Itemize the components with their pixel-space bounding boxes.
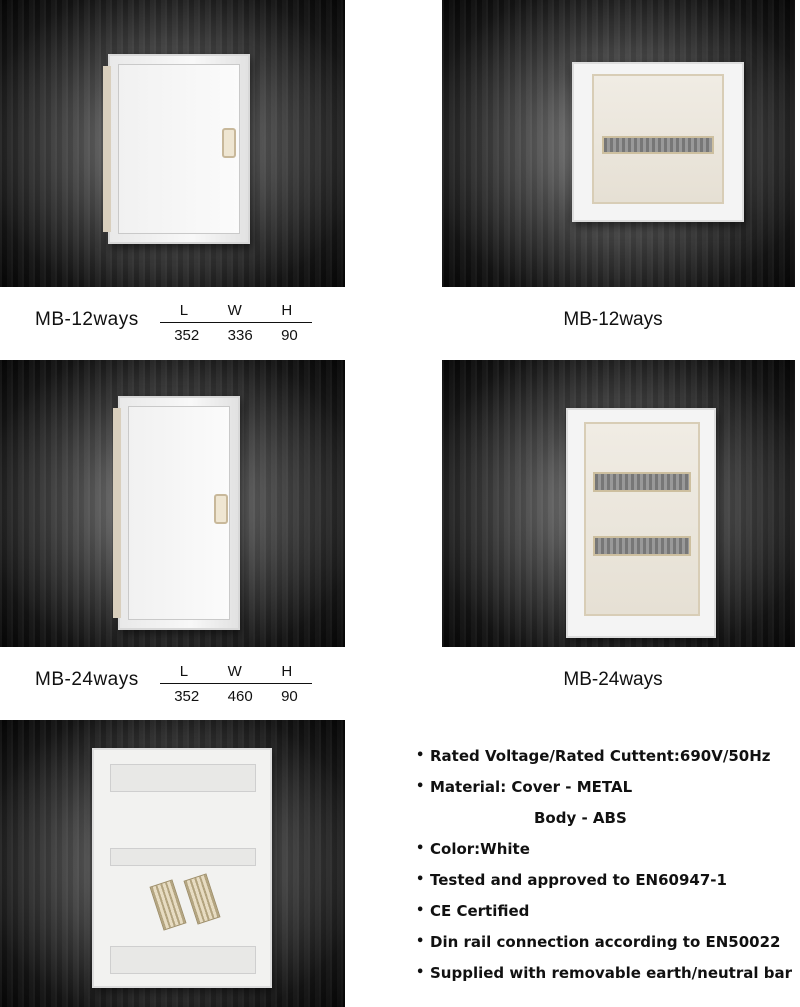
photo-cabinet-interior — [0, 720, 345, 1007]
spec-item — [416, 833, 800, 864]
open-caption: MB-24ways — [563, 669, 663, 690]
spec-item — [416, 740, 800, 771]
spec-text: Body - ABS — [534, 808, 627, 827]
door-handle-icon — [222, 128, 236, 158]
open-caption: MB-12ways — [563, 309, 663, 330]
bullet-icon: • — [416, 903, 425, 918]
spec-item — [416, 957, 800, 988]
spec-text: Din rail connection according to EN50022 — [430, 932, 781, 951]
din-rail — [602, 136, 715, 154]
dim-label-w: W — [227, 302, 242, 319]
dimension-values — [160, 688, 312, 705]
open-enclosure — [572, 62, 744, 222]
terminal-bar-icon — [149, 879, 186, 930]
top-rail-tray — [110, 764, 256, 792]
mounting-clips — [113, 408, 121, 618]
open-door — [442, 0, 534, 166]
mounting-clips — [103, 66, 111, 232]
dim-value-h: 90 — [281, 327, 298, 344]
dimension-headers — [160, 663, 312, 680]
photo-mb24-open — [442, 360, 795, 647]
spec-text: Rated Voltage/Rated Cuttent:690V/50Hz — [430, 746, 771, 765]
dimension-divider — [160, 683, 312, 684]
photo-mb12-closed — [0, 0, 345, 287]
model-label: MB-24ways — [35, 669, 139, 690]
spec-item — [416, 895, 800, 926]
spec-text: Material: Cover - METAL — [430, 777, 633, 796]
enclosure-cavity — [592, 74, 724, 204]
spec-text: Color:White — [430, 839, 530, 858]
dim-label-l: L — [179, 302, 189, 319]
spec-text: Tested and approved to EN60947-1 — [430, 870, 727, 889]
dim-label-w: W — [227, 663, 242, 680]
terminal-bar-icon — [183, 873, 220, 924]
open-door — [442, 360, 512, 588]
bullet-icon: • — [416, 748, 425, 763]
spec-item — [416, 926, 800, 957]
dim-label-h: H — [281, 302, 293, 319]
photo-mb24-closed — [0, 360, 345, 647]
door-handle-icon — [214, 494, 228, 524]
dim-value-w: 460 — [227, 688, 253, 705]
dimension-values — [160, 327, 312, 344]
din-rail — [593, 472, 692, 492]
bottom-tray — [110, 946, 256, 974]
model-label: MB-12ways — [35, 309, 139, 330]
dim-label-l: L — [179, 663, 189, 680]
photo-mb12-open — [442, 0, 795, 287]
open-enclosure — [566, 408, 716, 638]
closed-panel — [108, 54, 250, 244]
dim-label-h: H — [281, 663, 293, 680]
spec-item — [416, 771, 800, 802]
spec-text: CE Certified — [430, 901, 530, 920]
bullet-icon: • — [416, 779, 425, 794]
bullet-icon: • — [416, 934, 425, 949]
spec-item — [416, 864, 800, 895]
dim-value-l: 352 — [174, 688, 200, 705]
dim-value-h: 90 — [281, 688, 298, 705]
dimension-headers — [160, 302, 312, 319]
dimensions-table — [160, 302, 312, 344]
dim-value-w: 336 — [227, 327, 253, 344]
din-rail — [593, 536, 692, 556]
middle-tray — [110, 848, 256, 866]
dim-value-l: 352 — [174, 327, 200, 344]
spec-text: Supplied with removable earth/neutral bar — [430, 963, 792, 982]
bullet-icon: • — [416, 841, 425, 856]
bullet-icon: • — [416, 872, 425, 887]
enclosure-cavity — [584, 422, 700, 616]
cabinet-frame — [92, 748, 272, 988]
closed-panel — [118, 396, 240, 630]
dimension-divider — [160, 322, 312, 323]
specifications-list — [416, 740, 800, 988]
bullet-icon: • — [416, 965, 425, 980]
spec-item — [416, 802, 800, 833]
dimensions-table — [160, 663, 312, 705]
